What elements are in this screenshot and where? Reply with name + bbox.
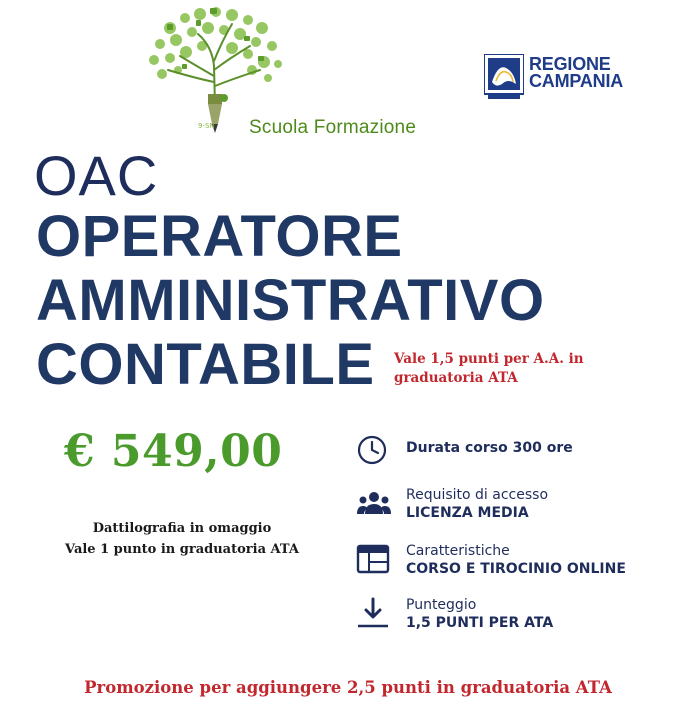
course-price: € 549,00 (64, 426, 283, 477)
regione-campania-emblem-icon (484, 54, 524, 100)
school-name: Scuola Formazione (249, 117, 417, 138)
region-name-line-2: CAMPANIA (529, 71, 624, 91)
knowledge-tree-pencil-icon (140, 6, 290, 134)
points-note-line-2: graduatoria ATA (394, 370, 518, 386)
promo-banner: Promozione per aggiungere 2,5 punti in graduatoria ATA (84, 678, 612, 697)
feature-access-value: LICENZA MEDIA (406, 505, 529, 521)
course-acronym: OAC (34, 144, 159, 207)
clock-icon (356, 434, 390, 468)
feature-score-label: Punteggio (406, 597, 477, 613)
gift-note-line-2: Vale 1 punto in graduatoria ATA (65, 542, 299, 557)
region-logo (484, 54, 634, 100)
course-title-line-3: CONTABILE (36, 332, 375, 397)
logo-caption: 9-SN (198, 122, 215, 130)
feature-score-value: 1,5 PUNTI PER ATA (406, 615, 554, 631)
course-title-line-1: OPERATORE (36, 204, 403, 269)
feature-access-label: Requisito di accesso (406, 487, 549, 503)
gift-note (24, 518, 340, 560)
group-people-icon (356, 486, 390, 520)
feature-duration-value: Durata corso 300 ore (406, 440, 573, 456)
gift-note-line-1: Dattilografia in omaggio (92, 521, 272, 536)
course-title-line-2: AMMINISTRATIVO (36, 268, 545, 333)
points-note-line-1: Vale 1,5 punti per A.A. in (394, 351, 584, 367)
browser-window-icon (356, 542, 390, 576)
points-note (394, 350, 690, 388)
feature-characteristics-value: CORSO E TIROCINIO ONLINE (406, 561, 626, 577)
download-arrow-icon (356, 596, 390, 630)
feature-characteristics-label: Caratteristiche (406, 543, 510, 559)
region-name-line-1: REGIONE (529, 54, 611, 74)
